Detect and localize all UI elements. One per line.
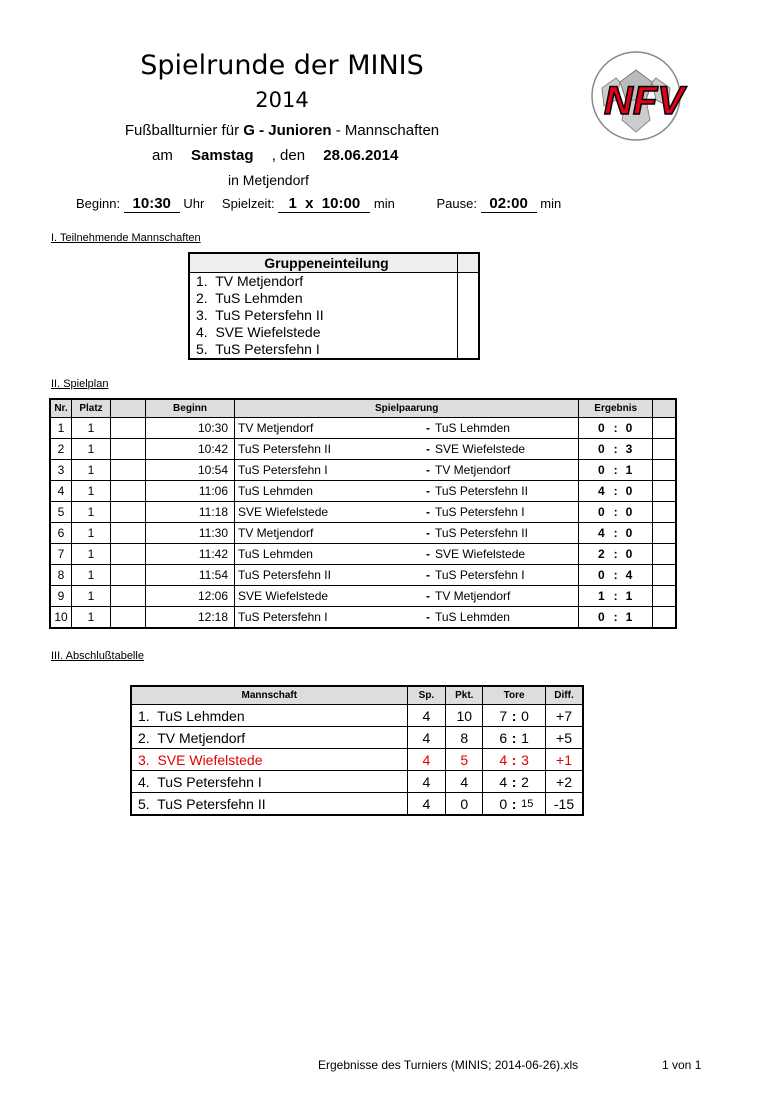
match-platz: 1 xyxy=(72,607,111,629)
match-home-goals: 0 xyxy=(579,565,608,586)
match-away-goals: 1 xyxy=(624,607,653,629)
match-away-goals: 0 xyxy=(624,418,653,439)
match-colon: : xyxy=(608,502,624,523)
play-value: 1 x 10:00 xyxy=(278,195,370,213)
match-empty xyxy=(111,418,146,439)
match-platz: 1 xyxy=(72,460,111,481)
begin-label: Beginn: xyxy=(76,196,121,211)
match-row xyxy=(50,523,676,544)
match-separator: - xyxy=(421,544,432,565)
standings-sp: 4 xyxy=(407,771,446,793)
match-nr: 8 xyxy=(50,565,72,586)
standings-team: 4. TuS Petersfehn I xyxy=(131,771,407,793)
schedule-table xyxy=(49,398,677,629)
match-nr: 1 xyxy=(50,418,72,439)
match-beginn: 11:06 xyxy=(146,481,235,502)
match-beginn: 10:54 xyxy=(146,460,235,481)
match-away-goals: 0 xyxy=(624,523,653,544)
match-side xyxy=(653,418,677,439)
match-beginn: 10:30 xyxy=(146,418,235,439)
standings-pkt: 8 xyxy=(446,727,483,749)
group-team-row xyxy=(189,307,479,324)
match-home-goals: 0 xyxy=(579,418,608,439)
group-side-cell xyxy=(458,253,480,273)
match-home-goals: 4 xyxy=(579,481,608,502)
match-home: SVE Wiefelstede xyxy=(235,502,422,523)
group-team-row xyxy=(189,290,479,307)
match-beginn: 11:54 xyxy=(146,565,235,586)
match-side xyxy=(653,460,677,481)
match-home-goals: 0 xyxy=(579,607,608,629)
group-side-cell xyxy=(458,273,480,291)
begin-value: 10:30 xyxy=(124,195,180,213)
match-nr: 10 xyxy=(50,607,72,629)
match-home-goals: 0 xyxy=(579,439,608,460)
match-empty xyxy=(111,607,146,629)
match-beginn: 11:18 xyxy=(146,502,235,523)
match-home-goals: 2 xyxy=(579,544,608,565)
match-home-goals: 0 xyxy=(579,460,608,481)
nfv-logo xyxy=(588,48,700,144)
standings-goals-against: 0 xyxy=(519,705,545,727)
col-nr: Nr. xyxy=(50,399,72,418)
standings-team: 1. TuS Lehmden xyxy=(131,705,407,727)
match-nr: 2 xyxy=(50,439,72,460)
match-platz: 1 xyxy=(72,523,111,544)
match-platz: 1 xyxy=(72,439,111,460)
match-colon: : xyxy=(608,565,624,586)
standings-goals-colon: : xyxy=(509,749,519,771)
standings-goals-against: 1 xyxy=(519,727,545,749)
col-side xyxy=(653,399,677,418)
match-home: TV Metjendorf xyxy=(235,418,422,439)
match-away-goals: 1 xyxy=(624,460,653,481)
group-side-cell xyxy=(458,307,480,324)
standings-row xyxy=(131,771,583,793)
section-1-heading: I. Teilnehmende Mannschaften xyxy=(51,232,201,244)
match-side xyxy=(653,544,677,565)
date-line xyxy=(152,147,398,164)
match-platz: 1 xyxy=(72,565,111,586)
standings-diff: +1 xyxy=(546,749,583,771)
match-home: SVE Wiefelstede xyxy=(235,586,422,607)
standings-diff: +2 xyxy=(546,771,583,793)
match-separator: - xyxy=(421,586,432,607)
match-away: TuS Petersfehn I xyxy=(432,565,579,586)
group-team-row xyxy=(189,273,479,291)
date: 28.06.2014 xyxy=(323,147,399,164)
match-home-goals: 0 xyxy=(579,502,608,523)
standings-pkt: 4 xyxy=(446,771,483,793)
weekday: Samstag xyxy=(191,147,254,164)
begin-unit: Uhr xyxy=(183,196,205,211)
match-away-goals: 3 xyxy=(624,439,653,460)
match-separator: - xyxy=(421,523,432,544)
match-row xyxy=(50,565,676,586)
standings-goals-for: 4 xyxy=(483,749,509,771)
standings-pkt: 0 xyxy=(446,793,483,816)
date-prefix: am xyxy=(152,147,173,164)
timing-row xyxy=(76,195,561,213)
match-separator: - xyxy=(421,460,432,481)
col-empty xyxy=(111,399,146,418)
date-mid: , den xyxy=(271,147,306,164)
standings-sp: 4 xyxy=(407,705,446,727)
match-row xyxy=(50,481,676,502)
standings-goals-for: 4 xyxy=(483,771,509,793)
standings-sp: 4 xyxy=(407,793,446,816)
match-home: TV Metjendorf xyxy=(235,523,422,544)
match-away-goals: 4 xyxy=(624,565,653,586)
match-home: TuS Petersfehn I xyxy=(235,607,422,629)
match-beginn: 11:30 xyxy=(146,523,235,544)
play-label: Spielzeit: xyxy=(221,196,275,211)
match-home: TuS Lehmden xyxy=(235,544,422,565)
subtitle-suffix: - Mannschaften xyxy=(331,122,440,139)
match-row xyxy=(50,439,676,460)
group-team-name: 5. TuS Petersfehn I xyxy=(196,341,320,357)
section-3-heading: III. Abschlußtabelle xyxy=(51,650,144,662)
match-home: TuS Lehmden xyxy=(235,481,422,502)
pause-value: 02:00 xyxy=(481,195,537,213)
match-beginn: 11:42 xyxy=(146,544,235,565)
standings-diff: -15 xyxy=(546,793,583,816)
match-row xyxy=(50,544,676,565)
year: 2014 xyxy=(255,88,309,112)
match-platz: 1 xyxy=(72,544,111,565)
col-diff: Diff. xyxy=(546,686,583,705)
match-side xyxy=(653,607,677,629)
match-empty xyxy=(111,586,146,607)
standings-goals-colon: : xyxy=(509,793,519,816)
match-home-goals: 1 xyxy=(579,586,608,607)
standings-goals-against: 2 xyxy=(519,771,545,793)
match-row xyxy=(50,586,676,607)
group-team-row xyxy=(189,324,479,341)
col-sp: Sp. xyxy=(407,686,446,705)
match-empty xyxy=(111,439,146,460)
page-title: Spielrunde der MINIS xyxy=(140,50,424,81)
match-nr: 5 xyxy=(50,502,72,523)
col-tore: Tore xyxy=(483,686,546,705)
match-beginn: 10:42 xyxy=(146,439,235,460)
match-away: TuS Lehmden xyxy=(432,418,579,439)
section-2-heading: II. Spielplan xyxy=(51,378,109,390)
col-beginn: Beginn xyxy=(146,399,235,418)
match-colon: : xyxy=(608,418,624,439)
match-away: SVE Wiefelstede xyxy=(432,544,579,565)
match-colon: : xyxy=(608,460,624,481)
match-away: TV Metjendorf xyxy=(432,460,579,481)
standings-goals-colon: : xyxy=(509,771,519,793)
group-side-cell xyxy=(458,290,480,307)
match-side xyxy=(653,523,677,544)
match-row xyxy=(50,418,676,439)
standings-row xyxy=(131,727,583,749)
standings-diff: +5 xyxy=(546,727,583,749)
standings-team: 3. SVE Wiefelstede xyxy=(131,749,407,771)
match-away: TV Metjendorf xyxy=(432,586,579,607)
group-table-title: Gruppeneinteilung xyxy=(189,253,458,273)
match-row xyxy=(50,502,676,523)
standings-goals-against: 3 xyxy=(519,749,545,771)
match-nr: 9 xyxy=(50,586,72,607)
subtitle xyxy=(0,122,564,139)
group-team-row xyxy=(189,341,479,359)
standings-goals-colon: : xyxy=(509,727,519,749)
match-empty xyxy=(111,460,146,481)
svg-text:NFV: NFV xyxy=(604,79,684,123)
match-colon: : xyxy=(608,586,624,607)
match-separator: - xyxy=(421,418,432,439)
match-platz: 1 xyxy=(72,586,111,607)
match-away-goals: 0 xyxy=(624,544,653,565)
standings-pkt: 10 xyxy=(446,705,483,727)
match-empty xyxy=(111,481,146,502)
subtitle-text: Fußballturnier für xyxy=(124,122,244,139)
match-home-goals: 4 xyxy=(579,523,608,544)
standings-goals-for: 0 xyxy=(483,793,509,816)
standings-goals-for: 7 xyxy=(483,705,509,727)
match-home: TuS Petersfehn II xyxy=(235,439,422,460)
col-spielpaarung: Spielpaarung xyxy=(235,399,579,418)
footer-page: 1 von 1 xyxy=(662,1058,702,1072)
group-team-name: 2. TuS Lehmden xyxy=(196,290,303,306)
standings-goals-for: 6 xyxy=(483,727,509,749)
group-table xyxy=(188,252,480,360)
match-away: SVE Wiefelstede xyxy=(432,439,579,460)
location: in Metjendorf xyxy=(228,172,309,188)
match-nr: 6 xyxy=(50,523,72,544)
match-nr: 4 xyxy=(50,481,72,502)
match-separator: - xyxy=(421,502,432,523)
match-away: TuS Petersfehn I xyxy=(432,502,579,523)
col-platz: Platz xyxy=(72,399,111,418)
standings-row xyxy=(131,749,583,771)
match-side xyxy=(653,586,677,607)
group-side-cell xyxy=(458,341,480,359)
standings-team: 2. TV Metjendorf xyxy=(131,727,407,749)
group-side-cell xyxy=(458,324,480,341)
standings-sp: 4 xyxy=(407,749,446,771)
match-empty xyxy=(111,565,146,586)
match-separator: - xyxy=(421,607,432,629)
standings-team: 5. TuS Petersfehn II xyxy=(131,793,407,816)
match-away: TuS Petersfehn II xyxy=(432,523,579,544)
match-colon: : xyxy=(608,607,624,629)
match-away-goals: 1 xyxy=(624,586,653,607)
match-away-goals: 0 xyxy=(624,502,653,523)
match-empty xyxy=(111,544,146,565)
play-unit: min xyxy=(373,196,395,211)
match-nr: 7 xyxy=(50,544,72,565)
standings-diff: +7 xyxy=(546,705,583,727)
match-empty xyxy=(111,523,146,544)
match-platz: 1 xyxy=(72,481,111,502)
match-colon: : xyxy=(608,481,624,502)
standings-goals-colon: : xyxy=(509,705,519,727)
standings-table xyxy=(130,685,584,816)
col-ergebnis: Ergebnis xyxy=(579,399,653,418)
footer-filename: Ergebnisse des Turniers (MINIS; 2014-06-26).xls xyxy=(318,1058,579,1072)
subtitle-bold: G - Junioren xyxy=(243,122,332,139)
standings-pkt: 5 xyxy=(446,749,483,771)
col-pkt: Pkt. xyxy=(446,686,483,705)
match-beginn: 12:18 xyxy=(146,607,235,629)
match-side xyxy=(653,502,677,523)
match-colon: : xyxy=(608,544,624,565)
match-separator: - xyxy=(421,439,432,460)
match-beginn: 12:06 xyxy=(146,586,235,607)
match-side xyxy=(653,439,677,460)
group-team-name: 1. TV Metjendorf xyxy=(196,273,304,289)
match-row xyxy=(50,460,676,481)
standings-sp: 4 xyxy=(407,727,446,749)
match-away-goals: 0 xyxy=(624,481,653,502)
pause-label: Pause: xyxy=(436,196,477,211)
pause-unit: min xyxy=(540,196,562,211)
match-away: TuS Petersfehn II xyxy=(432,481,579,502)
match-colon: : xyxy=(608,439,624,460)
match-side xyxy=(653,481,677,502)
standings-row xyxy=(131,705,583,727)
match-away: TuS Lehmden xyxy=(432,607,579,629)
match-row xyxy=(50,607,676,629)
match-side xyxy=(653,565,677,586)
standings-goals-against: 15 xyxy=(519,793,545,816)
match-empty xyxy=(111,502,146,523)
group-team-name: 3. TuS Petersfehn II xyxy=(196,307,324,323)
match-home: TuS Petersfehn II xyxy=(235,565,422,586)
match-separator: - xyxy=(421,565,432,586)
match-separator: - xyxy=(421,481,432,502)
col-mannschaft: Mannschaft xyxy=(131,686,407,705)
standings-row xyxy=(131,793,583,816)
match-nr: 3 xyxy=(50,460,72,481)
group-team-name: 4. SVE Wiefelstede xyxy=(196,324,321,340)
match-platz: 1 xyxy=(72,418,111,439)
match-platz: 1 xyxy=(72,502,111,523)
match-home: TuS Petersfehn I xyxy=(235,460,422,481)
match-colon: : xyxy=(608,523,624,544)
